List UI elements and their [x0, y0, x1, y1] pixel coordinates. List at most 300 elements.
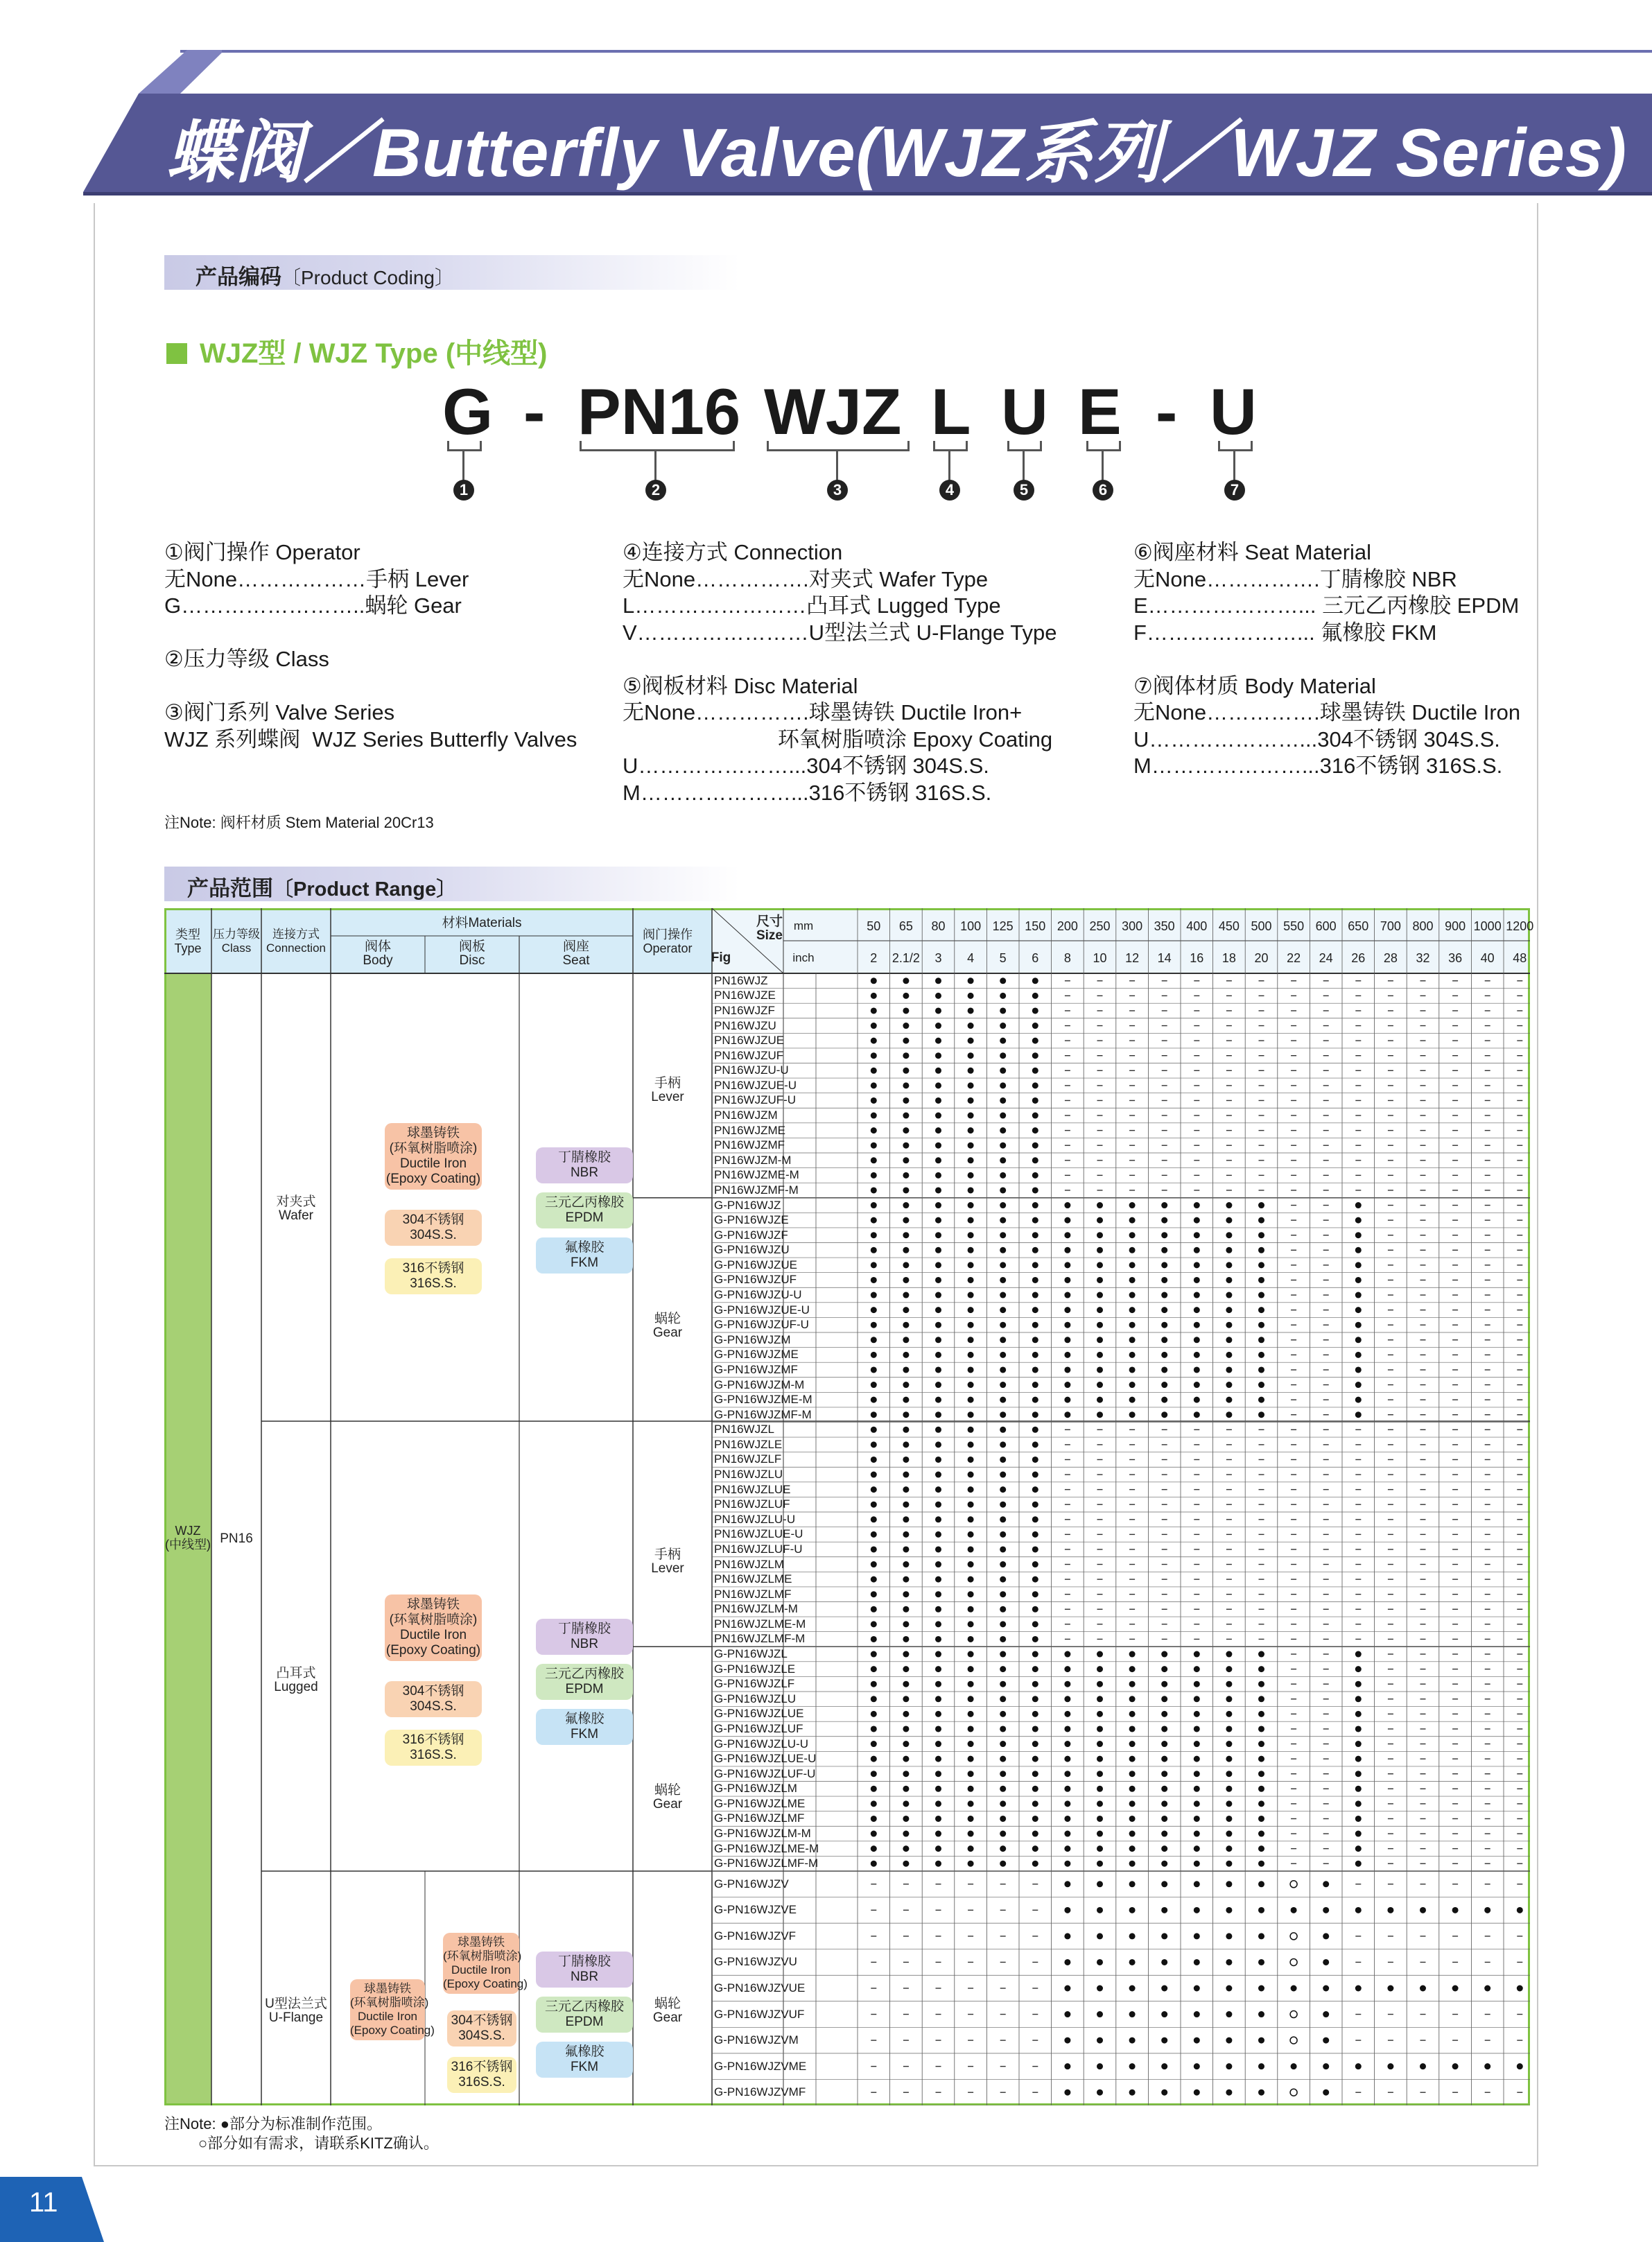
inch-head: 4	[967, 951, 975, 965]
inch-head: 6	[1032, 951, 1039, 965]
available-dot	[871, 1187, 877, 1193]
available-dot	[1000, 1202, 1006, 1208]
fig-code: G-PN16WJZVUE	[714, 1981, 806, 1995]
available-dot	[968, 1621, 974, 1627]
available-dot	[1129, 1366, 1136, 1373]
inch-head: 22	[1287, 951, 1301, 965]
inch-head: 3	[934, 951, 942, 965]
available-dot	[1000, 1082, 1006, 1088]
available-dot	[1097, 2011, 1103, 2017]
fig-code: PN16WJZLMF-M	[714, 1632, 806, 1646]
mm-head: 65	[898, 919, 913, 933]
available-dot	[1420, 2063, 1426, 2069]
hdr-size: 尺寸Size	[756, 914, 783, 943]
available-dot	[1161, 1816, 1167, 1822]
available-dot	[1064, 1831, 1070, 1837]
available-dot	[1000, 1502, 1006, 1508]
available-dot	[1032, 1172, 1038, 1179]
available-dot	[1226, 1786, 1232, 1792]
available-dot	[871, 1427, 877, 1433]
available-dot	[968, 1127, 974, 1133]
available-dot	[1226, 1845, 1232, 1852]
fig-code: PN16WJZU-U	[714, 1063, 789, 1077]
available-dot	[1032, 1696, 1038, 1702]
available-dot	[871, 1082, 877, 1088]
fig-code: G-PN16WJZLME-M	[714, 1841, 819, 1855]
available-dot	[1194, 1382, 1200, 1388]
operator-gear-lugged: 蜗轮 Gear	[652, 1783, 683, 1811]
available-dot	[1097, 2089, 1103, 2096]
available-dot	[968, 1202, 974, 1208]
available-dot	[1064, 1232, 1070, 1238]
available-dot	[1000, 1187, 1006, 1193]
available-dot	[871, 1831, 877, 1837]
available-dot	[1161, 1292, 1167, 1298]
available-dot	[935, 1052, 941, 1059]
available-dot	[1129, 1651, 1136, 1658]
available-dot	[1032, 1157, 1038, 1163]
available-dot	[1258, 1756, 1264, 1762]
available-dot	[1064, 1277, 1070, 1283]
pill-seat-epdm-uflange: 三元乙丙橡胶 EPDM	[536, 1997, 633, 2033]
available-dot	[1194, 1845, 1200, 1852]
available-dot	[968, 1232, 974, 1238]
available-dot	[1194, 1322, 1200, 1328]
available-dot	[903, 1681, 909, 1687]
available-dot	[903, 1651, 909, 1658]
available-dot	[1097, 1666, 1103, 1672]
available-dot	[1226, 1756, 1232, 1762]
available-dot	[1000, 1726, 1006, 1732]
available-dot	[1097, 1696, 1103, 1702]
available-dot	[968, 1038, 974, 1044]
inch-head: 32	[1416, 951, 1430, 965]
available-dot	[1258, 1845, 1264, 1852]
available-dot	[1161, 1397, 1167, 1403]
mm-head: 50	[867, 919, 881, 933]
available-dot	[1064, 1726, 1070, 1732]
available-dot	[1258, 1337, 1264, 1343]
available-dot	[1032, 1187, 1038, 1193]
available-dot	[968, 1172, 974, 1179]
available-dot	[1032, 1262, 1038, 1268]
available-dot	[1097, 1382, 1103, 1388]
on-request-dot	[1290, 2011, 1297, 2018]
available-dot	[903, 1142, 909, 1149]
available-dot	[1226, 1816, 1232, 1822]
available-dot	[1194, 1861, 1200, 1867]
available-dot	[871, 1606, 877, 1613]
available-dot	[1032, 1068, 1038, 1074]
fig-code: PN16WJZL	[714, 1423, 774, 1436]
available-dot	[935, 1561, 941, 1567]
available-dot	[1161, 1307, 1167, 1313]
available-dot	[1355, 1985, 1362, 1992]
available-dot	[1032, 1546, 1038, 1552]
available-dot	[935, 1681, 941, 1687]
stem-4	[948, 449, 950, 480]
available-dot	[903, 1292, 909, 1298]
available-dot	[935, 1097, 941, 1104]
available-dot	[1194, 1666, 1200, 1672]
available-dot	[1258, 1800, 1264, 1807]
available-dot	[1129, 1232, 1136, 1238]
available-dot	[1032, 1472, 1038, 1478]
available-dot	[968, 1741, 974, 1747]
available-dot	[871, 1292, 877, 1298]
available-dot	[1355, 1247, 1362, 1253]
available-dot	[871, 1472, 877, 1478]
available-dot	[1064, 2089, 1070, 2096]
hdr-class: 压力等级 Class	[213, 928, 260, 955]
available-dot	[1032, 1397, 1038, 1403]
available-dot	[1226, 1985, 1232, 1992]
available-dot	[1000, 1292, 1006, 1298]
fig-code: PN16WJZLM-M	[714, 1602, 798, 1616]
bracket-6	[1086, 441, 1121, 451]
available-dot	[1032, 1561, 1038, 1567]
available-dot	[903, 1726, 909, 1732]
code-num-2: 2	[645, 480, 666, 501]
available-dot	[1032, 1382, 1038, 1388]
available-dot	[1129, 1202, 1136, 1208]
available-dot	[1226, 1307, 1232, 1313]
available-dot	[1032, 1711, 1038, 1717]
available-dot	[935, 1800, 941, 1807]
fig-code: G-PN16WJZLUF-U	[714, 1766, 816, 1780]
available-dot	[903, 1591, 909, 1597]
available-dot	[1000, 1023, 1006, 1029]
on-request-dot	[1290, 2089, 1297, 2096]
available-dot	[968, 1546, 974, 1552]
available-dot	[1355, 1845, 1362, 1852]
available-dot	[1097, 1307, 1103, 1313]
available-dot	[871, 1441, 877, 1448]
inch-head: 24	[1319, 951, 1333, 965]
available-dot	[1323, 1985, 1329, 1992]
fig-code: PN16WJZM	[714, 1109, 778, 1122]
inch-head: 26	[1351, 951, 1366, 965]
available-dot	[1194, 1262, 1200, 1268]
available-dot	[903, 1441, 909, 1448]
mm-head: 150	[1025, 919, 1046, 933]
available-dot	[1000, 1411, 1006, 1418]
available-dot	[1032, 1427, 1038, 1433]
available-dot	[1226, 2063, 1232, 2069]
available-dot	[903, 1831, 909, 1837]
available-dot	[1355, 1726, 1362, 1732]
available-dot	[968, 1606, 974, 1613]
available-dot	[1194, 1741, 1200, 1747]
available-dot	[1000, 1800, 1006, 1807]
available-dot	[1097, 2037, 1103, 2044]
available-dot	[1000, 1217, 1006, 1224]
available-dot	[1258, 1232, 1264, 1238]
available-dot	[968, 1681, 974, 1687]
available-dot	[1097, 1337, 1103, 1343]
available-dot	[1355, 1217, 1362, 1224]
available-dot	[935, 1726, 941, 1732]
available-dot	[1258, 1366, 1264, 1373]
available-dot	[1064, 1786, 1070, 1792]
section-title-range: 产品范围〔Product Range〕	[187, 876, 457, 901]
available-dot	[1000, 1441, 1006, 1448]
available-dot	[968, 1756, 974, 1762]
available-dot	[871, 1038, 877, 1044]
available-dot	[1000, 1366, 1006, 1373]
available-dot	[1000, 1277, 1006, 1283]
available-dot	[903, 1023, 909, 1029]
fig-code: G-PN16WJZLM	[714, 1782, 797, 1796]
table-border	[165, 909, 1529, 2105]
available-dot	[871, 1516, 877, 1522]
available-dot	[935, 1621, 941, 1627]
available-dot	[1064, 1985, 1070, 1992]
mm-head: 700	[1380, 919, 1401, 933]
available-dot	[968, 1397, 974, 1403]
mm-head: 1200	[1506, 919, 1534, 933]
available-dot	[1226, 1202, 1232, 1208]
available-dot	[1194, 1352, 1200, 1358]
fig-code: G-PN16WJZLMF-M	[714, 1857, 819, 1870]
fig-code: G-PN16WJZF	[714, 1228, 788, 1242]
available-dot	[935, 1187, 941, 1193]
available-dot	[935, 1861, 941, 1867]
pill-seat-fkm-lugged: 氟橡胶 FKM	[536, 1709, 633, 1745]
available-dot	[903, 1516, 909, 1522]
available-dot	[1258, 1651, 1264, 1658]
pill-body-ductile-iron-lugged: 球墨铸铁 (环氧树脂喷涂) Ductile Iron (Epoxy Coating)	[385, 1594, 482, 1661]
available-dot	[935, 1217, 941, 1224]
mm-head: 125	[992, 919, 1014, 933]
available-dot	[1258, 1307, 1264, 1313]
available-dot	[1097, 1881, 1103, 1887]
available-dot	[871, 1666, 877, 1672]
available-dot	[1064, 1681, 1070, 1687]
available-dot	[1064, 1881, 1070, 1887]
available-dot	[1355, 1366, 1362, 1373]
available-dot	[1064, 1711, 1070, 1717]
available-dot	[935, 1322, 941, 1328]
available-dot	[1129, 1666, 1136, 1672]
stem-note: 注Note: 阀杆材质 Stem Material 20Cr13	[164, 814, 434, 831]
available-dot	[1226, 1366, 1232, 1373]
available-dot	[1032, 1337, 1038, 1343]
available-dot	[1097, 1933, 1103, 1939]
available-dot	[1032, 1531, 1038, 1538]
operator-gear-wafer: 蜗轮 Gear	[652, 1312, 683, 1340]
available-dot	[1000, 1636, 1006, 1642]
available-dot	[935, 1546, 941, 1552]
available-dot	[968, 1636, 974, 1642]
available-dot	[1064, 1202, 1070, 1208]
available-dot	[1064, 1262, 1070, 1268]
code-num-4: 4	[939, 480, 960, 501]
available-dot	[1323, 1933, 1329, 1939]
fig-code: G-PN16WJZM	[714, 1332, 791, 1346]
available-dot	[1064, 1696, 1070, 1702]
available-dot	[968, 1427, 974, 1433]
fig-code: PN16WJZLME-M	[714, 1617, 806, 1631]
connection-wafer: 对夹式 Wafer	[276, 1194, 316, 1223]
fig-code: PN16WJZLUE-U	[714, 1527, 803, 1541]
available-dot	[1032, 1800, 1038, 1807]
available-dot	[1420, 1985, 1426, 1992]
available-dot	[1000, 1472, 1006, 1478]
available-dot	[968, 1457, 974, 1463]
available-dot	[903, 1082, 909, 1088]
available-dot	[1097, 1292, 1103, 1298]
available-dot	[1129, 1786, 1136, 1792]
available-dot	[1161, 1845, 1167, 1852]
available-dot	[1420, 1907, 1426, 1913]
stem-2	[654, 449, 657, 480]
available-dot	[1355, 1696, 1362, 1702]
available-dot	[1258, 2037, 1264, 2044]
available-dot	[935, 1082, 941, 1088]
available-dot	[903, 1741, 909, 1747]
mm-head: 800	[1412, 919, 1434, 933]
available-dot	[1064, 1292, 1070, 1298]
pill-body-304-lugged: 304不锈钢 304S.S.	[385, 1681, 482, 1717]
available-dot	[1032, 1202, 1038, 1208]
available-dot	[1161, 1711, 1167, 1717]
available-dot	[935, 1696, 941, 1702]
section-title-coding: 产品编码〔Product Coding〕	[195, 265, 455, 289]
available-dot	[903, 1472, 909, 1478]
type-title: WJZ型 / WJZ Type (中线型)	[166, 331, 547, 371]
legend-col-3: ⑥阀座材料 Seat Material 无None…………….丁腈橡胶 NBR E…………………... 三元乙丙橡胶 EPDM F…………………... 氟橡胶 FKM ⑦阀体材质 Body Material 无None…………….球墨铸铁 Ductile Iron U…………………...304不锈钢 304S.S. M…………………...316不锈钢 316S.S.	[1133, 540, 1521, 778]
available-dot	[968, 1277, 974, 1283]
available-dot	[935, 1427, 941, 1433]
available-dot	[871, 1247, 877, 1253]
available-dot	[935, 1307, 941, 1313]
available-dot	[1258, 1985, 1264, 1992]
available-dot	[1258, 1382, 1264, 1388]
available-dot	[1258, 1217, 1264, 1224]
mm-head: 650	[1348, 919, 1369, 933]
available-dot	[871, 1382, 877, 1388]
fig-code: PN16WJZMF-M	[714, 1183, 799, 1197]
available-dot	[935, 1516, 941, 1522]
available-dot	[871, 1411, 877, 1418]
fig-code: PN16WJZLU-U	[714, 1512, 796, 1526]
available-dot	[903, 1232, 909, 1238]
available-dot	[1032, 1232, 1038, 1238]
available-dot	[935, 1486, 941, 1493]
available-dot	[1355, 1322, 1362, 1328]
available-dot	[1258, 1959, 1264, 1965]
bracket-3	[767, 441, 910, 451]
pill-seat-fkm-uflange: 氟橡胶 FKM	[536, 2042, 633, 2078]
fig-code: G-PN16WJZLME	[714, 1796, 806, 1810]
available-dot	[1226, 1666, 1232, 1672]
available-dot	[871, 1861, 877, 1867]
hdr-seat: 阀座 Seat	[562, 939, 590, 968]
available-dot	[1517, 1907, 1523, 1913]
available-dot	[968, 1576, 974, 1583]
available-dot	[903, 1561, 909, 1567]
available-dot	[1355, 1352, 1362, 1358]
available-dot	[968, 1726, 974, 1732]
available-dot	[935, 993, 941, 999]
available-dot	[1097, 1726, 1103, 1732]
available-dot	[1355, 1397, 1362, 1403]
available-dot	[1097, 1411, 1103, 1418]
fig-code: G-PN16WJZME	[714, 1348, 799, 1362]
available-dot	[1161, 1366, 1167, 1373]
available-dot	[1064, 1861, 1070, 1867]
available-dot	[871, 1786, 877, 1792]
available-dot	[1355, 1232, 1362, 1238]
available-dot	[968, 1651, 974, 1658]
available-dot	[1064, 1307, 1070, 1313]
available-dot	[903, 1427, 909, 1433]
available-dot	[935, 1157, 941, 1163]
available-dot	[968, 1157, 974, 1163]
available-dot	[1258, 1771, 1264, 1777]
available-dot	[1194, 1337, 1200, 1343]
pill-body-316-lugged: 316不锈钢 316S.S.	[385, 1730, 482, 1766]
pill-body-316: 316不锈钢 316S.S.	[385, 1258, 482, 1294]
available-dot	[1226, 1726, 1232, 1732]
available-dot	[1064, 1397, 1070, 1403]
fig-code: G-PN16WJZL	[714, 1647, 788, 1661]
available-dot	[1258, 1726, 1264, 1732]
available-dot	[1258, 1933, 1264, 1939]
available-dot	[871, 1756, 877, 1762]
green-square-icon	[166, 343, 187, 364]
available-dot	[1194, 1726, 1200, 1732]
available-dot	[1032, 1366, 1038, 1373]
available-dot	[1323, 2037, 1329, 2044]
available-dot	[1194, 2037, 1200, 2044]
available-dot	[1129, 1933, 1136, 1939]
available-dot	[1258, 1411, 1264, 1418]
available-dot	[1000, 1516, 1006, 1522]
available-dot	[871, 1681, 877, 1687]
available-dot	[1323, 2089, 1329, 2096]
available-dot	[935, 1472, 941, 1478]
available-dot	[1000, 1352, 1006, 1358]
available-dot	[1226, 1933, 1232, 1939]
available-dot	[1032, 1651, 1038, 1658]
available-dot	[935, 1366, 941, 1373]
available-dot	[968, 1187, 974, 1193]
available-dot	[1064, 2063, 1070, 2069]
on-request-dot	[1290, 1881, 1297, 1888]
fig-code: G-PN16WJZV	[714, 1877, 789, 1891]
available-dot	[903, 1307, 909, 1313]
available-dot	[935, 1247, 941, 1253]
available-dot	[1097, 1800, 1103, 1807]
available-dot	[935, 1711, 941, 1717]
available-dot	[903, 977, 909, 984]
available-dot	[1097, 1322, 1103, 1328]
available-dot	[1097, 1352, 1103, 1358]
available-dot	[1161, 1277, 1167, 1283]
pill-disc-304-uflange: 304不锈钢 304S.S.	[447, 2010, 516, 2047]
available-dot	[1161, 1322, 1167, 1328]
available-dot	[1000, 1741, 1006, 1747]
available-dot	[903, 1531, 909, 1538]
available-dot	[1032, 1771, 1038, 1777]
available-dot	[1194, 1202, 1200, 1208]
available-dot	[1194, 1411, 1200, 1418]
available-dot	[871, 1636, 877, 1642]
connection-uflange: U型法兰式 U-Flange	[265, 1997, 327, 2025]
fig-code: G-PN16WJZMF-M	[714, 1407, 812, 1421]
